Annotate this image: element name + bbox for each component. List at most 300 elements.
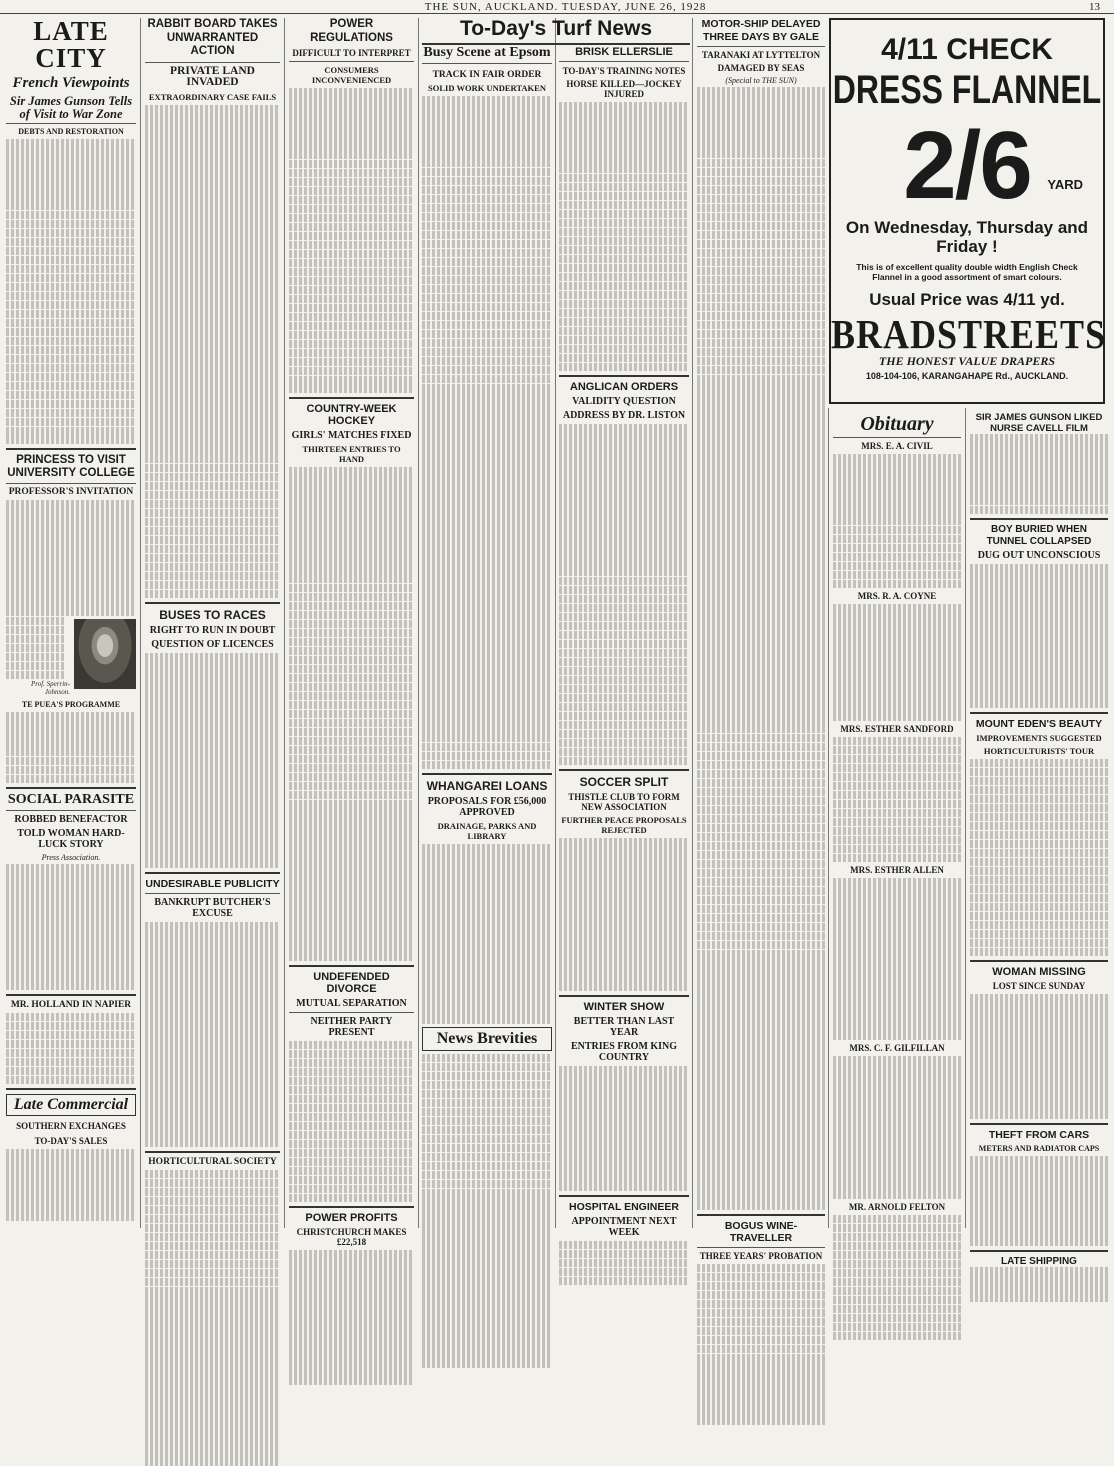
- text-line: [697, 401, 825, 410]
- text-line: [145, 1084, 280, 1093]
- text-line: [289, 1250, 414, 1259]
- text-line: [145, 257, 280, 266]
- text-line: [833, 914, 961, 923]
- text-line: [145, 140, 280, 149]
- text-line: [145, 356, 280, 365]
- text-line: [422, 1063, 552, 1072]
- text-line: [833, 631, 961, 640]
- text-line: [833, 995, 961, 1004]
- text-line: [833, 1287, 961, 1296]
- text-line: [970, 867, 1108, 876]
- text-line: [145, 338, 280, 347]
- text-line: [697, 339, 825, 348]
- text-line: [697, 788, 825, 797]
- text-line: [697, 1174, 825, 1183]
- text-line: [289, 512, 414, 521]
- text-line: [559, 309, 689, 318]
- text-line: [422, 1332, 552, 1341]
- text-line: [6, 247, 136, 256]
- text-line: [970, 921, 1108, 930]
- text-line: [697, 967, 825, 976]
- text-line: [697, 590, 825, 599]
- text-line: [833, 571, 961, 580]
- text-line: [289, 1340, 414, 1349]
- text-line: [833, 1305, 961, 1314]
- text-line: [289, 1158, 414, 1167]
- text-line: [970, 1237, 1108, 1246]
- princess-heading: PRINCESS TO VISIT UNIVERSITY COLLEGE: [7, 454, 135, 480]
- text-line: [697, 563, 825, 572]
- text-line: [422, 240, 552, 249]
- text-line: [289, 871, 414, 880]
- text-line: [145, 176, 280, 185]
- text-line: [145, 248, 280, 257]
- text-line: [559, 883, 689, 892]
- text-line: [970, 1003, 1108, 1012]
- mutual-subheading: MUTUAL SEPARATION: [296, 997, 407, 1009]
- text-line: [970, 573, 1108, 582]
- text-line: [145, 1102, 280, 1111]
- text-line: [697, 815, 825, 824]
- text-line: [697, 806, 825, 815]
- text-line: [697, 1030, 825, 1039]
- text-line: [6, 175, 136, 184]
- text-line: [289, 898, 414, 907]
- text-line: [970, 894, 1108, 903]
- text-line: [422, 997, 552, 1006]
- text-line: [6, 554, 136, 563]
- text-line: [422, 1135, 552, 1144]
- text-line: [6, 1013, 136, 1022]
- power-heading: POWER REGULATIONS: [310, 18, 393, 44]
- brisk-heading: BRISK ELLERSLIE: [575, 46, 673, 58]
- text-line: [697, 1039, 825, 1048]
- text-line: [289, 530, 414, 539]
- text-line: [559, 1259, 689, 1268]
- text-line: [970, 831, 1108, 840]
- text-line: [833, 1181, 961, 1190]
- column-rule: [140, 18, 141, 1228]
- text-line: [697, 1093, 825, 1102]
- text-line: [6, 157, 136, 166]
- text-line: [697, 509, 825, 518]
- consumers-subheading: CONSUMERS INCONVENIENCED: [311, 65, 392, 85]
- text-line: [970, 461, 1108, 470]
- text-line: [422, 1108, 552, 1117]
- text-line: [559, 102, 689, 111]
- column-rule: [965, 408, 966, 1228]
- text-line: [289, 376, 414, 385]
- text-line: [6, 873, 136, 882]
- text-line: [145, 1242, 280, 1251]
- whangarei-heading: WHANGAREI LOANS: [426, 779, 548, 794]
- text-line: [289, 521, 414, 530]
- text-line: [145, 922, 280, 931]
- text-line: [559, 478, 689, 487]
- text-line: [833, 1190, 961, 1199]
- text-line: [6, 310, 136, 319]
- text-line: [6, 900, 136, 909]
- text-line: [422, 617, 552, 626]
- text-line: [145, 725, 280, 734]
- text-line: [422, 862, 552, 871]
- text-line: [697, 626, 825, 635]
- text-line: [559, 460, 689, 469]
- text-line: [970, 1057, 1108, 1066]
- text-line: [289, 539, 414, 548]
- mount-eden-heading: MOUNT EDEN'S BEAUTY: [975, 717, 1103, 730]
- text-line: [289, 1176, 414, 1185]
- text-line: [559, 273, 689, 282]
- text-line: [697, 186, 825, 195]
- text-line: [970, 1183, 1108, 1192]
- text-line: [289, 647, 414, 656]
- text-line: [145, 509, 280, 518]
- text-line: [422, 1006, 552, 1015]
- text-line: [833, 959, 961, 968]
- text-line: [289, 719, 414, 728]
- text-line: [145, 194, 280, 203]
- text-line: [833, 932, 961, 941]
- text-line: [422, 572, 552, 581]
- text-line: [970, 497, 1108, 506]
- text-line: [559, 919, 689, 928]
- text-line: [697, 222, 825, 231]
- text-line: [422, 698, 552, 707]
- neither-party-subheading: NEITHER PARTY PRESENT: [310, 1015, 393, 1038]
- text-line: [697, 518, 825, 527]
- text-line: [833, 1082, 961, 1091]
- text-line: [422, 491, 552, 500]
- ad-store-name: BRADSTREETS: [831, 311, 1107, 357]
- text-line: [145, 1278, 280, 1287]
- text-line: [833, 613, 961, 622]
- text-line: [289, 331, 414, 340]
- text-line: [559, 246, 689, 255]
- text-line: [833, 622, 961, 631]
- text-line: [422, 177, 552, 186]
- text-line: [559, 559, 689, 568]
- text-line: [145, 122, 280, 131]
- text-line: [289, 1131, 414, 1140]
- text-line: [559, 291, 689, 300]
- text-line: [6, 1212, 136, 1221]
- text-line: [289, 773, 414, 782]
- text-line: [833, 703, 961, 712]
- text-line: [289, 97, 414, 106]
- text-line: [559, 1137, 689, 1146]
- text-line: [6, 319, 136, 328]
- text-line: [697, 366, 825, 375]
- text-line: [833, 1100, 961, 1109]
- text-line: [422, 563, 552, 572]
- text-line: [6, 202, 136, 211]
- text-line: [833, 1269, 961, 1278]
- text-line: [559, 1101, 689, 1110]
- text-line: [6, 927, 136, 936]
- text-line: [833, 887, 961, 896]
- text-line: [6, 581, 136, 590]
- text-line: [289, 358, 414, 367]
- text-line: [833, 1127, 961, 1136]
- holland-heading: MR. HOLLAND IN NAPIER: [10, 999, 132, 1010]
- text-line: [6, 536, 136, 545]
- text-line: [422, 1144, 552, 1153]
- text-line: [145, 500, 280, 509]
- text-line: [559, 147, 689, 156]
- text-line: [697, 1084, 825, 1093]
- motor-ship-heading: MOTOR-SHIP DELAYED THREE DAYS BY GALE: [701, 18, 821, 43]
- gunson-liked-heading: SIR JAMES GUNSON LIKED NURSE CAVELL FILM: [975, 412, 1103, 434]
- text-line: [289, 467, 414, 476]
- text-line: [422, 1162, 552, 1171]
- told-woman-subheading: TOLD WOMAN HARD-LUCK STORY: [17, 828, 125, 851]
- text-line: [145, 967, 280, 976]
- text-line: [697, 410, 825, 419]
- text-line: [6, 328, 136, 337]
- text-line: [145, 1430, 280, 1439]
- text-line: [697, 1380, 825, 1389]
- training-notes-subheading: TO-DAY'S TRAINING NOTES: [562, 66, 686, 76]
- text-line: [833, 1233, 961, 1242]
- text-line: [970, 699, 1108, 708]
- text-line: [970, 654, 1108, 663]
- text-line: [559, 973, 689, 982]
- rabbit-heading: RABBIT BOARD TAKES UNWARRANTED ACTION: [147, 18, 278, 57]
- text-line: [833, 1064, 961, 1073]
- text-line: [422, 1189, 552, 1198]
- text-line: [970, 795, 1108, 804]
- text-line: [970, 1285, 1108, 1294]
- text-line: [833, 1172, 961, 1181]
- text-line: [289, 1068, 414, 1077]
- text-line: [422, 925, 552, 934]
- text-line: [697, 572, 825, 581]
- text-line: [6, 527, 136, 536]
- text-line: [833, 836, 961, 845]
- text-line: [289, 1277, 414, 1286]
- masthead-title: THE SUN, AUCKLAND. TUESDAY, JUNE 26, 1928: [424, 0, 707, 13]
- text-line: [833, 878, 961, 887]
- text-line: [6, 148, 136, 157]
- text-line: [289, 844, 414, 853]
- text-line: [697, 923, 825, 932]
- text-line: [833, 968, 961, 977]
- column-4: [422, 46, 552, 1368]
- text-line: [6, 599, 136, 608]
- text-line: [289, 1095, 414, 1104]
- text-line: [697, 644, 825, 653]
- obit-felton: MR. ARNOLD FELTON: [848, 1201, 946, 1212]
- text-line: [145, 302, 280, 311]
- text-line: [6, 346, 136, 355]
- text-line: [970, 858, 1108, 867]
- text-line: [289, 782, 414, 791]
- text-line: [697, 536, 825, 545]
- text-line: [289, 1041, 414, 1050]
- text-line: [970, 1021, 1108, 1030]
- text-line: [559, 577, 689, 586]
- text-line: [970, 768, 1108, 777]
- text-line: [6, 712, 136, 721]
- text-line: [422, 961, 552, 970]
- text-line: [833, 1332, 961, 1341]
- text-line: [833, 1004, 961, 1013]
- text-line: [833, 896, 961, 905]
- text-line: [697, 1282, 825, 1291]
- column-rule: [555, 18, 556, 1228]
- text-line: [145, 1322, 280, 1331]
- validity-subheading: VALIDITY QUESTION: [572, 396, 676, 408]
- text-line: [145, 275, 280, 284]
- text-line: [289, 151, 414, 160]
- text-line: [289, 124, 414, 133]
- text-line: [697, 1147, 825, 1156]
- text-line: [559, 856, 689, 865]
- text-line: [289, 142, 414, 151]
- text-line: [697, 1407, 825, 1416]
- text-line: [289, 952, 414, 961]
- text-line: [833, 923, 961, 932]
- text-line: [697, 824, 825, 833]
- text-line: [559, 595, 689, 604]
- text-line: [6, 400, 136, 409]
- social-parasite-heading: SOCIAL PARASITE: [7, 792, 135, 808]
- text-line: [559, 496, 689, 505]
- christchurch-subheading: CHRISTCHURCH MAKES £22,518: [296, 1227, 407, 1248]
- text-line: [970, 840, 1108, 849]
- text-line: [422, 1180, 552, 1189]
- text-line: [697, 851, 825, 860]
- text-line: [6, 274, 136, 283]
- text-line: [6, 1031, 136, 1040]
- text-line: [6, 1158, 136, 1167]
- text-line: [559, 622, 689, 631]
- text-line: [422, 348, 552, 357]
- text-line: [145, 1367, 280, 1376]
- text-line: [833, 694, 961, 703]
- text-line: [289, 674, 414, 683]
- text-line: [697, 1192, 825, 1201]
- text-line: [289, 728, 414, 737]
- text-line: [422, 330, 552, 339]
- text-line: [422, 1341, 552, 1350]
- text-line: [6, 1185, 136, 1194]
- bradstreets-advertisement: [829, 18, 1105, 404]
- text-line: [559, 442, 689, 451]
- text-line: [145, 949, 280, 958]
- text-line: [422, 1260, 552, 1269]
- text-line: [145, 1295, 280, 1304]
- text-line: [422, 1206, 552, 1215]
- text-line: [289, 223, 414, 232]
- text-line: [697, 1138, 825, 1147]
- text-line: [145, 707, 280, 716]
- text-line: [697, 770, 825, 779]
- text-line: [145, 833, 280, 842]
- text-line: [289, 196, 414, 205]
- text-line: [145, 383, 280, 392]
- text-line: [970, 434, 1108, 443]
- text-line: [6, 265, 136, 274]
- text-line: [697, 1318, 825, 1327]
- text-line: [145, 752, 280, 761]
- text-line: [559, 156, 689, 165]
- text-line: [289, 1286, 414, 1295]
- text-line: [833, 640, 961, 649]
- text-line: [697, 303, 825, 312]
- text-line: [422, 1278, 552, 1287]
- text-line: [422, 907, 552, 916]
- text-line: [145, 167, 280, 176]
- text-line: [697, 177, 825, 186]
- entries-king-subheading: ENTRIES FROM KING COUNTRY: [570, 1040, 678, 1063]
- text-line: [422, 662, 552, 671]
- text-line: [697, 419, 825, 428]
- text-line: [559, 255, 689, 264]
- text-line: [422, 527, 552, 536]
- text-line: [559, 228, 689, 237]
- text-line: [559, 901, 689, 910]
- text-line: [422, 889, 552, 898]
- text-line: [145, 1111, 280, 1120]
- text-line: [6, 909, 136, 918]
- text-line: [833, 1224, 961, 1233]
- text-line: [6, 373, 136, 382]
- text-line: [697, 1003, 825, 1012]
- text-line: [422, 1323, 552, 1332]
- text-line: [289, 160, 414, 169]
- text-line: [559, 1146, 689, 1155]
- text-line: [422, 680, 552, 689]
- text-line: [697, 1057, 825, 1066]
- text-line: [697, 455, 825, 464]
- text-line: [289, 916, 414, 925]
- text-line: [289, 943, 414, 952]
- text-line: [145, 158, 280, 167]
- text-line: [422, 581, 552, 590]
- text-line: [697, 1273, 825, 1282]
- text-line: [422, 725, 552, 734]
- text-line: [145, 994, 280, 1003]
- text-line: [422, 1081, 552, 1090]
- text-line: [559, 964, 689, 973]
- drainage-subheading: DRAINAGE, PARKS AND LIBRARY: [437, 821, 537, 842]
- text-line: [422, 545, 552, 554]
- column-8: [970, 410, 1108, 1303]
- text-line: [833, 791, 961, 800]
- text-line: [6, 364, 136, 373]
- text-line: [289, 584, 414, 593]
- text-line: [289, 665, 414, 674]
- late-shipping-heading: LATE SHIPPING: [1001, 1255, 1077, 1267]
- bogus-heading: BOGUS WINE-TRAVELLER: [724, 1219, 798, 1244]
- text-line: [422, 473, 552, 482]
- text-line: [289, 1077, 414, 1086]
- text-line: [145, 1021, 280, 1030]
- text-line: [970, 786, 1108, 795]
- text-line: [145, 779, 280, 788]
- text-line: [145, 851, 280, 860]
- text-line: [970, 443, 1108, 452]
- text-line: [833, 490, 961, 499]
- text-line: [289, 1313, 414, 1322]
- further-peace-subheading: FURTHER PEACE PROPOSALS REJECTED: [561, 815, 687, 836]
- text-line: [697, 761, 825, 770]
- text-line: [289, 1194, 414, 1203]
- text-line: [6, 435, 136, 444]
- text-line: [145, 320, 280, 329]
